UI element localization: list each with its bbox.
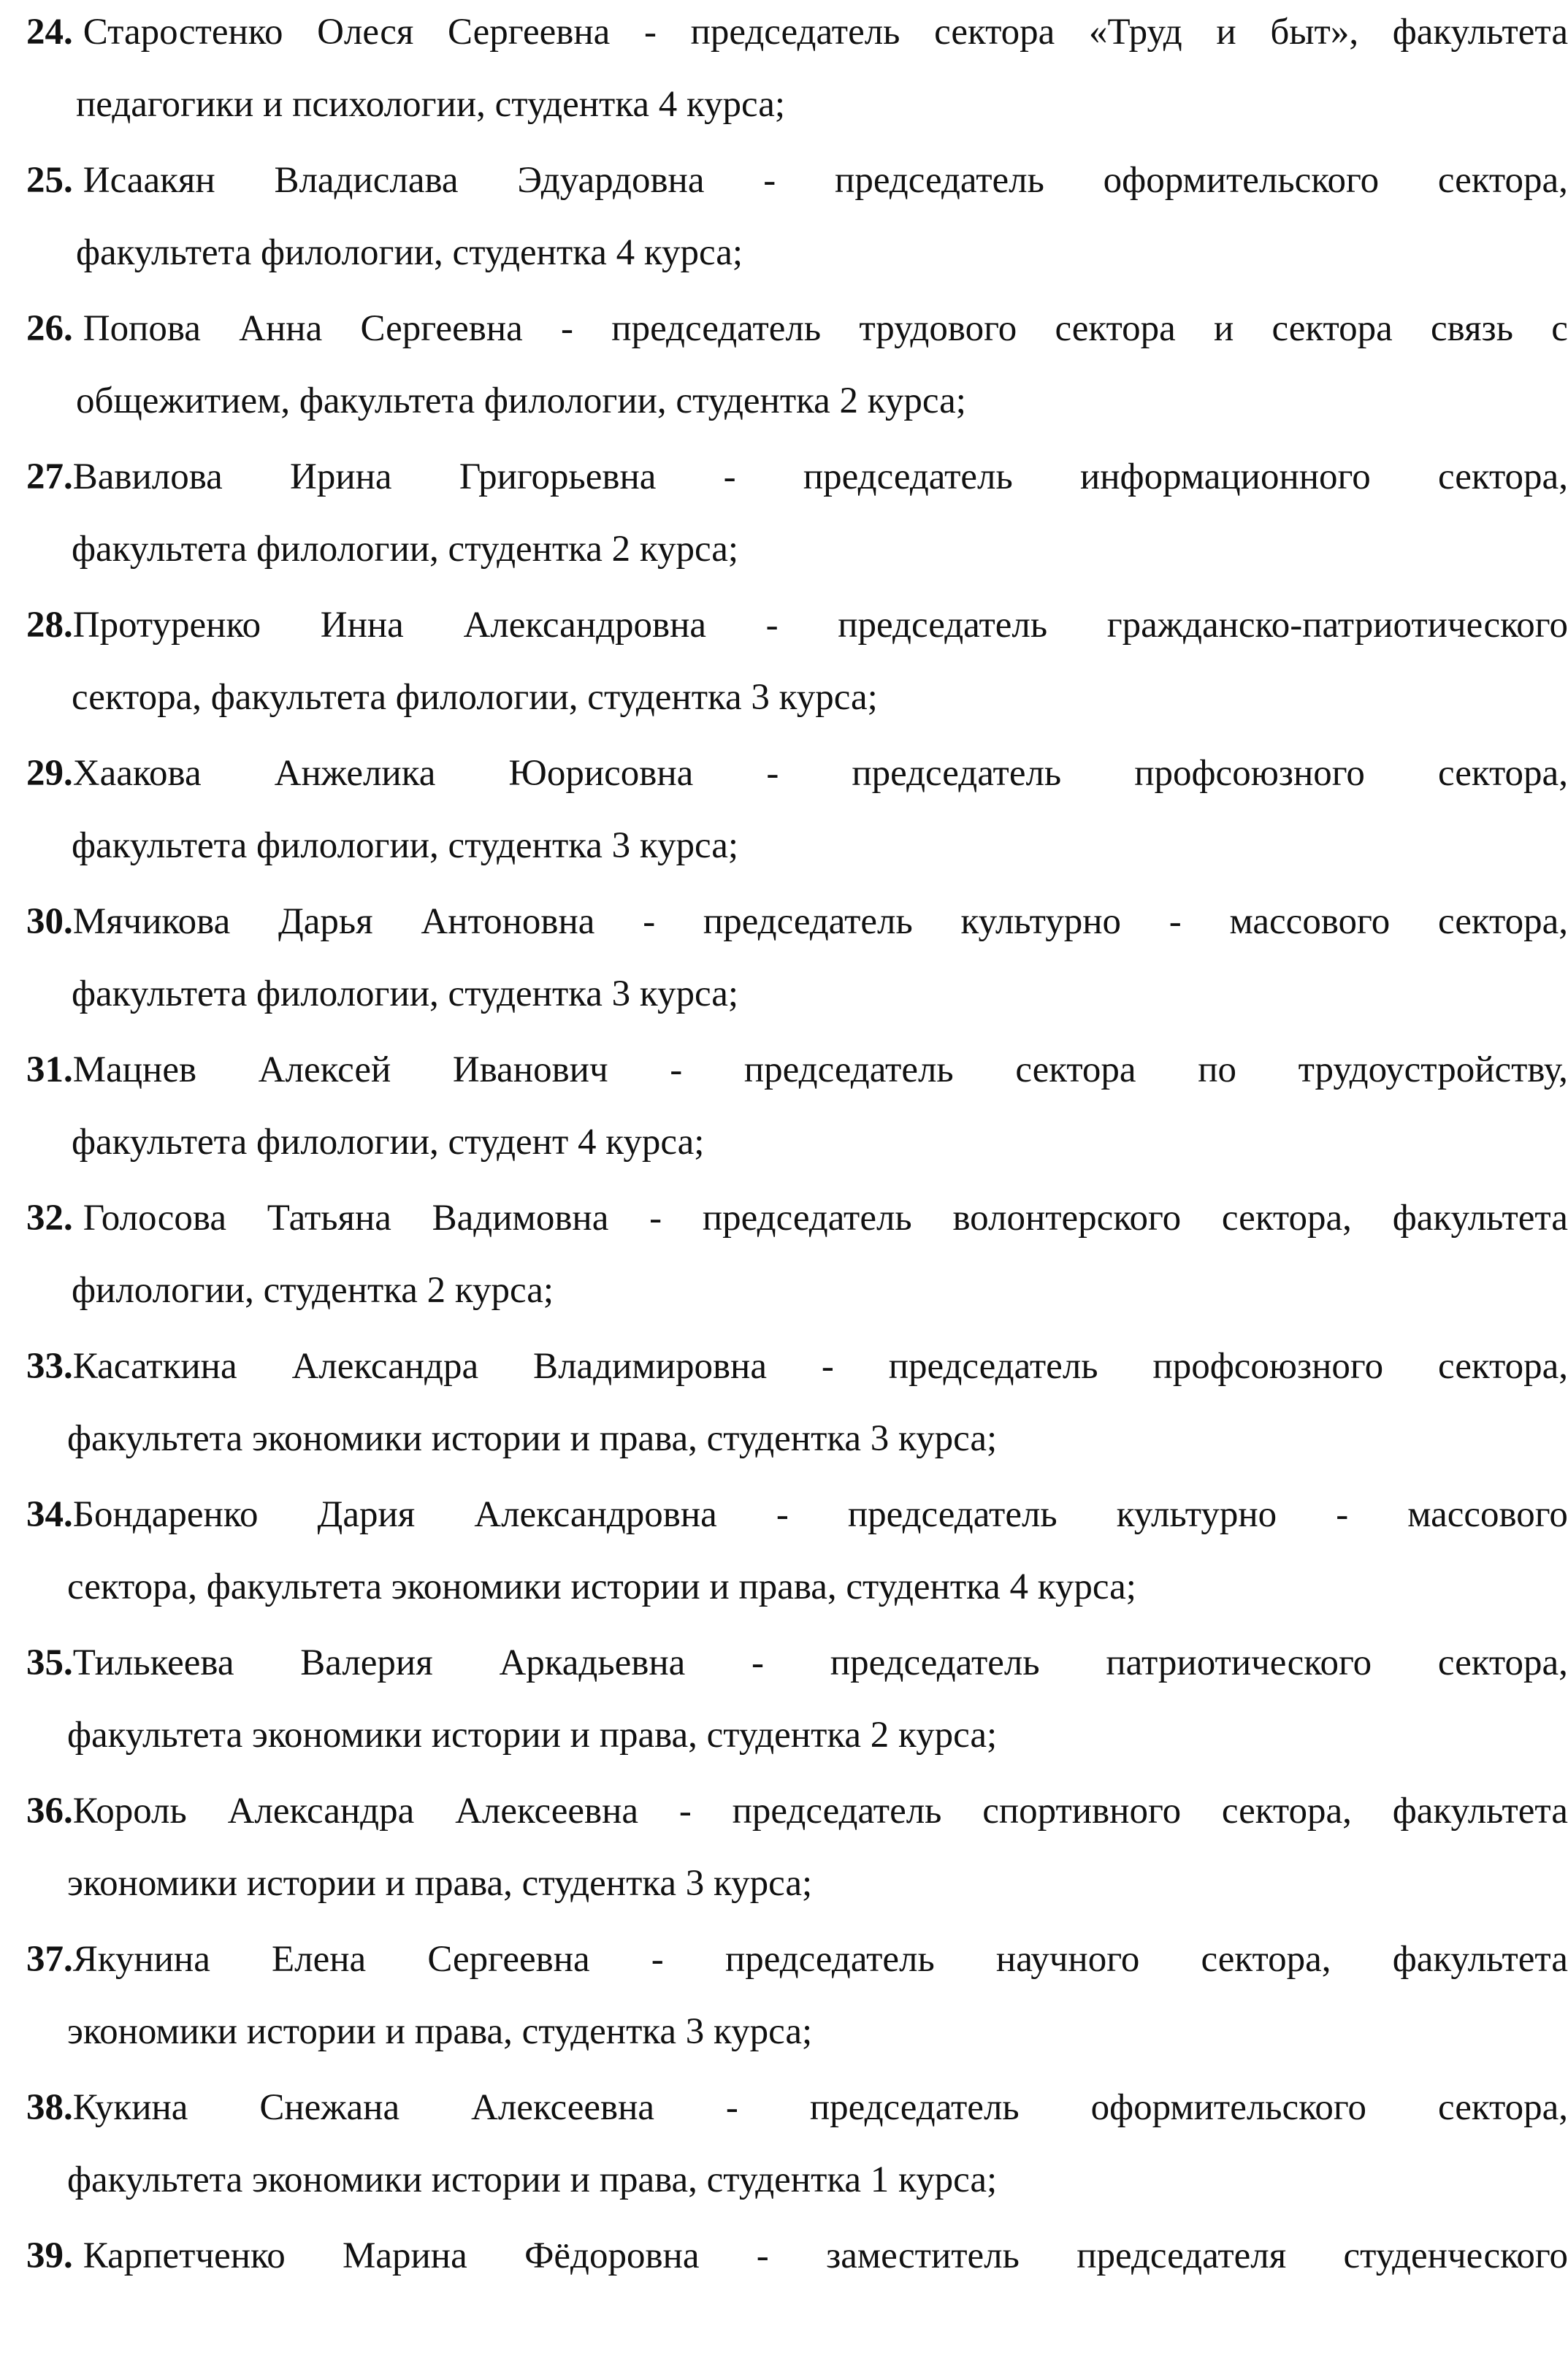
entry-word: председатель (847, 1494, 1058, 1535)
entry-word: председатель (835, 160, 1044, 201)
entry-second-line: факультета филологии, студентка 4 курса; (76, 232, 743, 273)
entry-word: сектора, (1437, 1346, 1568, 1387)
entry-word: Александра (227, 1791, 415, 1832)
entry-second-line: педагогики и психологии, студентка 4 курса; (76, 84, 786, 125)
entry-second-line: сектора, факультета экономики истории и права, студентка 4 курса; (67, 1566, 1136, 1607)
entry-first-line (26, 900, 1568, 944)
entry-first-line (26, 1937, 1568, 1981)
entry-word: по (1198, 1049, 1236, 1090)
entry-word: - (561, 308, 574, 349)
list-item (0, 1641, 1568, 1787)
entry-word: и (1216, 12, 1236, 53)
entry-word: быт», (1270, 12, 1359, 53)
entry-word: Олеся (317, 12, 414, 53)
entry-word: Анна (239, 308, 323, 349)
entry-word: Тилькеева (72, 1642, 234, 1683)
list-item (0, 1937, 1568, 2084)
entry-word: Владислава (274, 160, 459, 201)
entry-word: - (649, 1198, 662, 1239)
list-item (0, 158, 1568, 305)
entry-word: Григорьевна (459, 456, 657, 497)
entry-word: Снежана (259, 2087, 400, 2128)
entry-word: - (752, 1642, 765, 1683)
entry-number: 33. (26, 1346, 73, 1387)
entry-word: Валерия (300, 1642, 433, 1683)
entry-first-line (26, 1789, 1568, 1833)
entry-word: Алексеевна (455, 1791, 639, 1832)
entry-word: сектора (1271, 308, 1393, 349)
list-item (0, 1048, 1568, 1194)
entry-word: председатель (803, 456, 1013, 497)
entry-first-line (26, 1641, 1568, 1685)
entry-word: с (1551, 308, 1568, 349)
entry-word: Александровна (474, 1494, 717, 1535)
entry-word: Владимировна (533, 1346, 767, 1387)
entry-first-line (26, 2234, 1568, 2278)
entry-word: Вавилова (72, 456, 223, 497)
entry-word: - (670, 1049, 683, 1090)
entry-second-line: факультета филологии, студент 4 курса; (72, 1122, 705, 1163)
entry-word: Вадимовна (432, 1198, 609, 1239)
entry-word: Дарья (278, 901, 373, 942)
entry-word: председатель (852, 753, 1062, 794)
entry-word: трудового (859, 308, 1017, 349)
entry-second-line: общежитием, факультета филологии, студентка 2 курса; (76, 380, 966, 421)
entry-number: 26. (26, 308, 73, 349)
entry-word: Кукина (72, 2087, 188, 2128)
entry-word: профсоюзного (1152, 1346, 1384, 1387)
entry-second-line: экономики истории и права, студентка 3 курса; (67, 2011, 813, 2052)
entry-number: 31. (26, 1049, 73, 1090)
entry-number: 30. (26, 901, 73, 942)
entry-word: сектора, (1437, 1642, 1568, 1683)
entry-word: сектора (934, 12, 1055, 53)
entry-word: трудоустройству, (1298, 1049, 1568, 1090)
entry-number: 38. (26, 2087, 73, 2128)
list-item (0, 1789, 1568, 1935)
entry-word: Сергеевна (427, 1939, 590, 1980)
entry-first-line (26, 307, 1568, 351)
entry-word: - (643, 901, 656, 942)
entry-word: - (821, 1346, 834, 1387)
entry-word: Мячикова (72, 901, 231, 942)
entry-word: спортивного (982, 1791, 1182, 1832)
entry-first-line (26, 1196, 1568, 1240)
entry-word: сектора, (1437, 2087, 1568, 2128)
entry-word: Протуренко (72, 605, 261, 646)
entry-first-line (26, 1344, 1568, 1388)
entry-word: председателя (1076, 2235, 1287, 2276)
list-item (0, 900, 1568, 1046)
entry-word: председатель (888, 1346, 1098, 1387)
list-item (0, 455, 1568, 601)
entry-second-line: факультета экономики истории и права, студентка 1 курса; (67, 2159, 998, 2200)
entry-word: - (1336, 1494, 1349, 1535)
entry-word: председатель (838, 605, 1048, 646)
entry-word: - (725, 2087, 738, 2128)
entry-lead (26, 1641, 234, 1685)
entry-word: оформительского (1103, 160, 1380, 201)
entry-word: Аркадьевна (499, 1642, 686, 1683)
entry-word: гражданско-патриотического (1106, 605, 1568, 646)
entry-word: сектора, (1221, 1198, 1352, 1239)
entry-word: Старостенко (83, 12, 283, 53)
entry-second-line: факультета экономики истории и права, студентка 3 курса; (67, 1418, 998, 1459)
entry-first-line (26, 10, 1568, 54)
entry-second-line: факультета филологии, студентка 3 курса; (72, 825, 739, 866)
entry-lead (26, 2086, 188, 2130)
entry-word: - (643, 12, 657, 53)
entry-word: - (756, 2235, 769, 2276)
entry-word: Якунина (72, 1939, 210, 1980)
entry-word: сектора, (1437, 456, 1568, 497)
entry-word: культурно (960, 901, 1121, 942)
entry-word: факультета (1392, 1939, 1568, 1980)
entry-second-line: факультета филологии, студентка 3 курса; (72, 973, 739, 1014)
entry-word: Марина (343, 2235, 467, 2276)
entry-lead (26, 455, 223, 499)
entry-number: 25. (26, 160, 73, 201)
list-item (0, 10, 1568, 156)
entry-word: массового (1407, 1494, 1568, 1535)
entry-first-line (26, 1048, 1568, 1092)
entry-word: - (776, 1494, 789, 1535)
entry-word: - (1169, 901, 1182, 942)
entry-first-line (26, 1493, 1568, 1537)
entry-word: сектора, (1437, 160, 1568, 201)
entry-word: студенческого (1343, 2235, 1568, 2276)
entry-word: научного (995, 1939, 1140, 1980)
entry-number: 29. (26, 753, 73, 794)
entry-number: 24. (26, 12, 73, 53)
entry-word: Алексеевна (471, 2087, 654, 2128)
list-item (0, 1493, 1568, 1639)
entry-word: председатель (809, 2087, 1020, 2128)
entry-first-line (26, 751, 1568, 795)
entry-word: Фёдоровна (524, 2235, 700, 2276)
entry-word: факультета (1392, 1198, 1568, 1239)
entry-number: 39. (26, 2235, 73, 2276)
entry-word: Алексей (258, 1049, 391, 1090)
entry-word: Ирина (290, 456, 392, 497)
entry-word: сектора, (1437, 753, 1568, 794)
entry-lead (26, 751, 202, 795)
entry-lead (26, 1344, 237, 1388)
entry-word: и (1213, 308, 1234, 349)
entry-second-line: экономики истории и права, студентка 3 курса; (67, 1863, 813, 1904)
entry-lead (26, 307, 201, 351)
entry-lead (26, 1493, 259, 1537)
entry-word: сектора (1055, 308, 1176, 349)
entry-word: Анжелика (274, 753, 436, 794)
entry-first-line (26, 2086, 1568, 2130)
entry-word: сектора (1015, 1049, 1136, 1090)
entry-word: - (651, 1939, 664, 1980)
entry-first-line (26, 455, 1568, 499)
entry-word: «Труд (1088, 12, 1182, 53)
entry-word: заместитель (826, 2235, 1020, 2276)
entry-number: 28. (26, 605, 73, 646)
entry-word: Инна (320, 605, 404, 646)
entry-word: факультета (1392, 1791, 1568, 1832)
entry-word: председатель (690, 12, 900, 53)
entry-word: Елена (272, 1939, 367, 1980)
entry-word: сектора, (1201, 1939, 1331, 1980)
entry-word: Александра (291, 1346, 479, 1387)
entry-word: сектора, (1437, 901, 1568, 942)
entry-word: факультета (1392, 12, 1568, 53)
entry-word: председатель (611, 308, 822, 349)
entry-lead (26, 2234, 286, 2278)
entry-lead (26, 603, 261, 647)
entry-word: патриотического (1106, 1642, 1372, 1683)
entry-word: Сергеевна (448, 12, 611, 53)
entry-second-line: факультета экономики истории и права, студентка 2 курса; (67, 1715, 998, 1756)
entry-word: Хаакова (72, 753, 202, 794)
entry-word: Александровна (463, 605, 707, 646)
entry-word: Исаакян (83, 160, 215, 201)
entry-word: Дария (317, 1494, 416, 1535)
entry-word: профсоюзного (1134, 753, 1365, 794)
entry-word: Голосова (83, 1198, 226, 1239)
entry-word: волонтерского (952, 1198, 1182, 1239)
list-item (0, 2086, 1568, 2232)
entry-word: председатель (724, 1939, 935, 1980)
entry-lead (26, 10, 283, 54)
entry-word: Касаткина (72, 1346, 237, 1387)
entry-word: оформительского (1090, 2087, 1367, 2128)
list-item (0, 603, 1568, 749)
entry-word: председатель (743, 1049, 954, 1090)
entry-word: председатель (702, 1198, 912, 1239)
entry-second-line: сектора, факультета филологии, студентка 3 курса; (72, 677, 878, 718)
entry-word: Карпетченко (83, 2235, 286, 2276)
entry-number: 27. (26, 456, 73, 497)
list-item (0, 307, 1568, 453)
entry-word: Мацнев (72, 1049, 197, 1090)
entry-word: Бондаренко (72, 1494, 259, 1535)
entry-second-line: факультета филологии, студентка 2 курса; (72, 529, 739, 570)
entry-lead (26, 1789, 187, 1833)
entry-word: - (723, 456, 736, 497)
entry-word: Антоновна (421, 901, 595, 942)
entry-word: - (765, 605, 779, 646)
entry-word: информационного (1079, 456, 1371, 497)
entry-number: 34. (26, 1494, 73, 1535)
entry-word: - (763, 160, 776, 201)
list-item (0, 1344, 1568, 1491)
entry-first-line (26, 158, 1568, 202)
entry-lead (26, 900, 230, 944)
entry-word: Эдуардовна (517, 160, 705, 201)
entry-number: 37. (26, 1939, 73, 1980)
entry-word: Юорисовна (508, 753, 694, 794)
entry-word: - (678, 1791, 692, 1832)
entry-word: председатель (830, 1642, 1040, 1683)
entry-number: 32. (26, 1198, 73, 1239)
entry-lead (26, 1048, 196, 1092)
entry-word: Король (72, 1791, 187, 1832)
entry-word: сектора, (1221, 1791, 1352, 1832)
entry-word: культурно (1116, 1494, 1277, 1535)
entry-lead (26, 1196, 226, 1240)
entry-word: председатель (703, 901, 913, 942)
entry-word: Татьяна (267, 1198, 391, 1239)
entry-word: Сергеевна (360, 308, 523, 349)
entry-lead (26, 158, 215, 202)
entry-first-line (26, 603, 1568, 647)
list-item (0, 2234, 1568, 2380)
entry-number: 35. (26, 1642, 73, 1683)
entry-word: председатель (732, 1791, 942, 1832)
entry-number: 36. (26, 1791, 73, 1832)
list-item (0, 751, 1568, 898)
entry-word: связь (1431, 308, 1513, 349)
entry-word: - (766, 753, 779, 794)
list-item (0, 1196, 1568, 1342)
entry-lead (26, 1937, 210, 1981)
entry-second-line: филологии, студентка 2 курса; (72, 1270, 554, 1311)
entry-word: Иванович (452, 1049, 608, 1090)
entry-word: Попова (83, 308, 201, 349)
entry-word: массового (1229, 901, 1391, 942)
